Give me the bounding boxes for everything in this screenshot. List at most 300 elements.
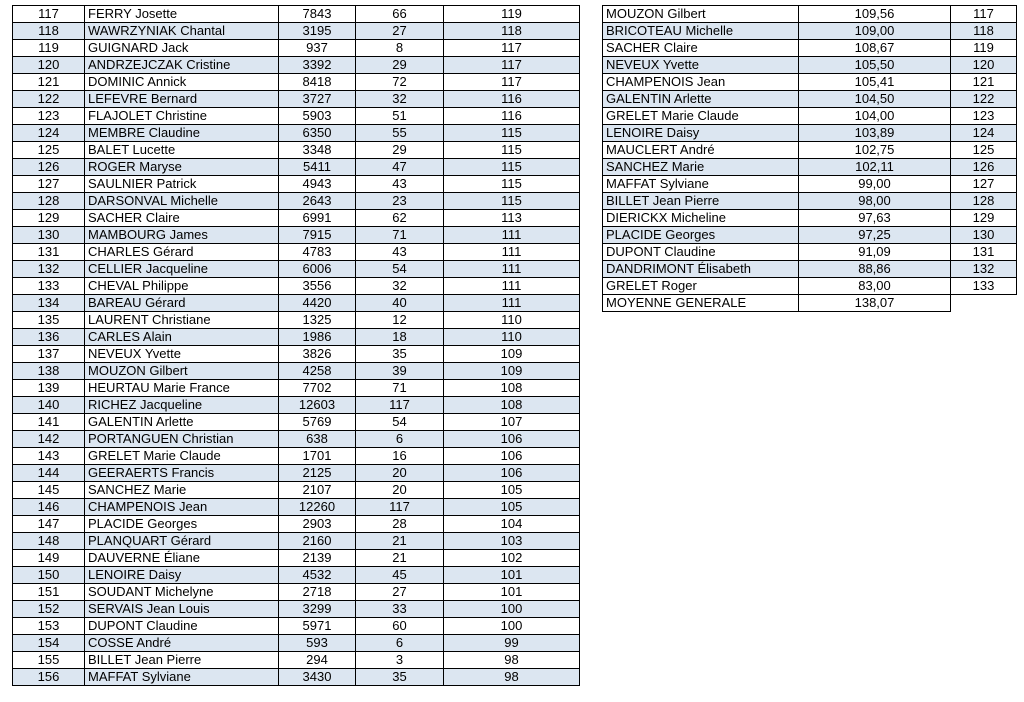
name-cell: CHARLES Gérard xyxy=(85,244,279,261)
name-cell: FLAJOLET Christine xyxy=(85,108,279,125)
empty-cell xyxy=(951,295,1017,312)
name-cell: MAUCLERT André xyxy=(603,142,799,159)
name-cell: DANDRIMONT Élisabeth xyxy=(603,261,799,278)
count-cell: 16 xyxy=(356,448,444,465)
rank-cell: 141 xyxy=(13,414,85,431)
average-cell: 88,86 xyxy=(799,261,951,278)
average-cell: 108 xyxy=(444,380,580,397)
average-cell: 104,00 xyxy=(799,108,951,125)
rank-cell: 127 xyxy=(951,176,1017,193)
points-cell: 12260 xyxy=(279,499,356,516)
table-row xyxy=(13,550,580,567)
count-cell: 35 xyxy=(356,669,444,686)
average-cell: 115 xyxy=(444,176,580,193)
name-cell: ROGER Maryse xyxy=(85,159,279,176)
rank-cell: 136 xyxy=(13,329,85,346)
table-row xyxy=(603,40,1017,57)
average-cell: 107 xyxy=(444,414,580,431)
table-row xyxy=(13,465,580,482)
name-cell: SERVAIS Jean Louis xyxy=(85,601,279,618)
average-cell: 102 xyxy=(444,550,580,567)
table-row xyxy=(13,567,580,584)
rank-cell: 153 xyxy=(13,618,85,635)
count-cell: 29 xyxy=(356,57,444,74)
average-cell: 116 xyxy=(444,108,580,125)
table-row xyxy=(603,74,1017,91)
name-cell: DAUVERNE Éliane xyxy=(85,550,279,567)
table-row xyxy=(13,91,580,108)
points-cell: 638 xyxy=(279,431,356,448)
average-cell: 101 xyxy=(444,584,580,601)
rank-cell: 149 xyxy=(13,550,85,567)
name-cell: BILLET Jean Pierre xyxy=(603,193,799,210)
table-row xyxy=(603,227,1017,244)
count-cell: 33 xyxy=(356,601,444,618)
table-row xyxy=(13,431,580,448)
rank-cell: 125 xyxy=(951,142,1017,159)
points-cell: 3195 xyxy=(279,23,356,40)
name-cell: GALENTIN Arlette xyxy=(603,91,799,108)
table-row xyxy=(13,40,580,57)
average-cell: 103 xyxy=(444,533,580,550)
name-cell: NEVEUX Yvette xyxy=(85,346,279,363)
count-cell: 43 xyxy=(356,244,444,261)
table-row xyxy=(13,669,580,686)
points-cell: 8418 xyxy=(279,74,356,91)
points-cell: 2643 xyxy=(279,193,356,210)
table-row xyxy=(13,414,580,431)
right-ranking-table xyxy=(602,5,1017,312)
count-cell: 12 xyxy=(356,312,444,329)
table-row xyxy=(13,397,580,414)
rank-cell: 118 xyxy=(13,23,85,40)
points-cell: 3556 xyxy=(279,278,356,295)
name-cell: CHAMPENOIS Jean xyxy=(603,74,799,91)
points-cell: 4258 xyxy=(279,363,356,380)
count-cell: 21 xyxy=(356,550,444,567)
points-cell: 6991 xyxy=(279,210,356,227)
table-row xyxy=(603,108,1017,125)
table-row xyxy=(13,312,580,329)
points-cell: 5411 xyxy=(279,159,356,176)
rank-cell: 150 xyxy=(13,567,85,584)
count-cell: 27 xyxy=(356,23,444,40)
points-cell: 294 xyxy=(279,652,356,669)
average-cell: 99 xyxy=(444,635,580,652)
average-cell: 105 xyxy=(444,499,580,516)
average-cell: 110 xyxy=(444,329,580,346)
name-cell: PORTANGUEN Christian xyxy=(85,431,279,448)
count-cell: 21 xyxy=(356,533,444,550)
table-row xyxy=(603,244,1017,261)
count-cell: 27 xyxy=(356,584,444,601)
left-ranking-body xyxy=(13,6,580,686)
average-cell: 101 xyxy=(444,567,580,584)
rank-cell: 121 xyxy=(13,74,85,91)
points-cell: 5903 xyxy=(279,108,356,125)
table-row xyxy=(13,6,580,23)
table-row xyxy=(603,210,1017,227)
summary-value: 138,07 xyxy=(799,295,951,312)
table-row xyxy=(13,108,580,125)
count-cell: 60 xyxy=(356,618,444,635)
name-cell: ANDRZEJCZAK Cristine xyxy=(85,57,279,74)
name-cell: CHEVAL Philippe xyxy=(85,278,279,295)
table-row xyxy=(603,6,1017,23)
table-row xyxy=(13,482,580,499)
average-cell: 105,50 xyxy=(799,57,951,74)
average-cell: 98,00 xyxy=(799,193,951,210)
average-cell: 104,50 xyxy=(799,91,951,108)
table-row xyxy=(13,516,580,533)
points-cell: 6006 xyxy=(279,261,356,278)
name-cell: RICHEZ Jacqueline xyxy=(85,397,279,414)
name-cell: MOUZON Gilbert xyxy=(85,363,279,380)
rank-cell: 154 xyxy=(13,635,85,652)
average-cell: 117 xyxy=(444,74,580,91)
count-cell: 71 xyxy=(356,227,444,244)
rank-cell: 138 xyxy=(13,363,85,380)
points-cell: 7702 xyxy=(279,380,356,397)
average-cell: 111 xyxy=(444,244,580,261)
points-cell: 593 xyxy=(279,635,356,652)
table-row xyxy=(603,278,1017,295)
table-row xyxy=(13,74,580,91)
table-row xyxy=(13,448,580,465)
table-row xyxy=(13,329,580,346)
average-cell: 98 xyxy=(444,652,580,669)
name-cell: CELLIER Jacqueline xyxy=(85,261,279,278)
average-cell: 116 xyxy=(444,91,580,108)
table-row xyxy=(13,584,580,601)
average-cell: 98 xyxy=(444,669,580,686)
count-cell: 6 xyxy=(356,431,444,448)
points-cell: 7915 xyxy=(279,227,356,244)
average-cell: 109,00 xyxy=(799,23,951,40)
name-cell: SAULNIER Patrick xyxy=(85,176,279,193)
table-row xyxy=(13,635,580,652)
points-cell: 2718 xyxy=(279,584,356,601)
name-cell: BALET Lucette xyxy=(85,142,279,159)
table-row xyxy=(603,23,1017,40)
name-cell: MOUZON Gilbert xyxy=(603,6,799,23)
points-cell: 2160 xyxy=(279,533,356,550)
table-row xyxy=(13,499,580,516)
rank-cell: 128 xyxy=(951,193,1017,210)
count-cell: 32 xyxy=(356,278,444,295)
table-row xyxy=(13,159,580,176)
name-cell: LAURENT Christiane xyxy=(85,312,279,329)
left-ranking-table xyxy=(12,5,580,686)
points-cell: 4783 xyxy=(279,244,356,261)
table-row xyxy=(603,193,1017,210)
average-cell: 119 xyxy=(444,6,580,23)
rank-cell: 119 xyxy=(13,40,85,57)
points-cell: 4532 xyxy=(279,567,356,584)
table-row xyxy=(13,142,580,159)
table-row xyxy=(603,125,1017,142)
count-cell: 40 xyxy=(356,295,444,312)
rank-cell: 126 xyxy=(13,159,85,176)
name-cell: SOUDANT Michelyne xyxy=(85,584,279,601)
rank-cell: 148 xyxy=(13,533,85,550)
rank-cell: 145 xyxy=(13,482,85,499)
table-row xyxy=(13,23,580,40)
points-cell: 7843 xyxy=(279,6,356,23)
table-row xyxy=(13,193,580,210)
rank-cell: 126 xyxy=(951,159,1017,176)
points-cell: 3348 xyxy=(279,142,356,159)
average-cell: 115 xyxy=(444,142,580,159)
rank-cell: 129 xyxy=(13,210,85,227)
points-cell: 1325 xyxy=(279,312,356,329)
rank-cell: 142 xyxy=(13,431,85,448)
rank-cell: 135 xyxy=(13,312,85,329)
average-cell: 117 xyxy=(444,40,580,57)
table-row xyxy=(603,91,1017,108)
table-row xyxy=(13,380,580,397)
table-row xyxy=(603,142,1017,159)
name-cell: DIERICKX Micheline xyxy=(603,210,799,227)
average-cell: 115 xyxy=(444,159,580,176)
average-cell: 104 xyxy=(444,516,580,533)
name-cell: SACHER Claire xyxy=(85,210,279,227)
name-cell: GRELET Marie Claude xyxy=(85,448,279,465)
count-cell: 20 xyxy=(356,465,444,482)
name-cell: MAFFAT Sylviane xyxy=(603,176,799,193)
count-cell: 8 xyxy=(356,40,444,57)
points-cell: 4943 xyxy=(279,176,356,193)
name-cell: MEMBRE Claudine xyxy=(85,125,279,142)
average-cell: 106 xyxy=(444,465,580,482)
points-cell: 1701 xyxy=(279,448,356,465)
rank-cell: 155 xyxy=(13,652,85,669)
name-cell: BAREAU Gérard xyxy=(85,295,279,312)
rank-cell: 125 xyxy=(13,142,85,159)
average-cell: 108,67 xyxy=(799,40,951,57)
count-cell: 45 xyxy=(356,567,444,584)
rank-cell: 117 xyxy=(13,6,85,23)
name-cell: PLACIDE Georges xyxy=(85,516,279,533)
count-cell: 71 xyxy=(356,380,444,397)
rank-cell: 132 xyxy=(951,261,1017,278)
average-cell: 115 xyxy=(444,125,580,142)
average-cell: 102,11 xyxy=(799,159,951,176)
rank-cell: 156 xyxy=(13,669,85,686)
average-cell: 105 xyxy=(444,482,580,499)
name-cell: LENOIRE Daisy xyxy=(85,567,279,584)
name-cell: WAWRZYNIAK Chantal xyxy=(85,23,279,40)
average-cell: 109 xyxy=(444,346,580,363)
name-cell: CHAMPENOIS Jean xyxy=(85,499,279,516)
table-row xyxy=(13,652,580,669)
rank-cell: 133 xyxy=(951,278,1017,295)
rank-cell: 131 xyxy=(951,244,1017,261)
rank-cell: 124 xyxy=(13,125,85,142)
name-cell: BILLET Jean Pierre xyxy=(85,652,279,669)
points-cell: 3826 xyxy=(279,346,356,363)
points-cell: 6350 xyxy=(279,125,356,142)
count-cell: 3 xyxy=(356,652,444,669)
table-row xyxy=(603,57,1017,74)
table-row xyxy=(13,601,580,618)
average-cell: 117 xyxy=(444,57,580,74)
rank-cell: 140 xyxy=(13,397,85,414)
count-cell: 55 xyxy=(356,125,444,142)
rank-cell: 120 xyxy=(13,57,85,74)
rank-cell: 146 xyxy=(13,499,85,516)
table-row xyxy=(13,261,580,278)
points-cell: 4420 xyxy=(279,295,356,312)
average-cell: 106 xyxy=(444,431,580,448)
rank-cell: 134 xyxy=(13,295,85,312)
count-cell: 35 xyxy=(356,346,444,363)
count-cell: 28 xyxy=(356,516,444,533)
average-cell: 103,89 xyxy=(799,125,951,142)
name-cell: MAFFAT Sylviane xyxy=(85,669,279,686)
table-row xyxy=(13,125,580,142)
table-row xyxy=(603,261,1017,278)
average-cell: 97,25 xyxy=(799,227,951,244)
points-cell: 5971 xyxy=(279,618,356,635)
name-cell: COSSE André xyxy=(85,635,279,652)
table-row xyxy=(603,159,1017,176)
average-cell: 118 xyxy=(444,23,580,40)
table-row xyxy=(13,295,580,312)
name-cell: PLACIDE Georges xyxy=(603,227,799,244)
average-cell: 99,00 xyxy=(799,176,951,193)
rank-cell: 143 xyxy=(13,448,85,465)
points-cell: 1986 xyxy=(279,329,356,346)
name-cell: FERRY Josette xyxy=(85,6,279,23)
rank-cell: 130 xyxy=(951,227,1017,244)
table-row xyxy=(603,176,1017,193)
name-cell: SACHER Claire xyxy=(603,40,799,57)
count-cell: 62 xyxy=(356,210,444,227)
count-cell: 18 xyxy=(356,329,444,346)
summary-row xyxy=(603,295,1017,312)
average-cell: 111 xyxy=(444,295,580,312)
name-cell: DARSONVAL Michelle xyxy=(85,193,279,210)
rank-cell: 139 xyxy=(13,380,85,397)
name-cell: CARLES Alain xyxy=(85,329,279,346)
average-cell: 109 xyxy=(444,363,580,380)
average-cell: 97,63 xyxy=(799,210,951,227)
rank-cell: 127 xyxy=(13,176,85,193)
table-row xyxy=(13,533,580,550)
rank-cell: 137 xyxy=(13,346,85,363)
name-cell: MAMBOURG James xyxy=(85,227,279,244)
count-cell: 51 xyxy=(356,108,444,125)
rank-cell: 121 xyxy=(951,74,1017,91)
table-row xyxy=(13,57,580,74)
rank-cell: 133 xyxy=(13,278,85,295)
name-cell: LENOIRE Daisy xyxy=(603,125,799,142)
rank-cell: 123 xyxy=(951,108,1017,125)
average-cell: 111 xyxy=(444,261,580,278)
table-row xyxy=(13,176,580,193)
rank-cell: 152 xyxy=(13,601,85,618)
name-cell: DUPONT Claudine xyxy=(603,244,799,261)
average-cell: 113 xyxy=(444,210,580,227)
average-cell: 110 xyxy=(444,312,580,329)
points-cell: 2903 xyxy=(279,516,356,533)
count-cell: 117 xyxy=(356,397,444,414)
name-cell: HEURTAU Marie France xyxy=(85,380,279,397)
name-cell: GEERAERTS Francis xyxy=(85,465,279,482)
rank-cell: 123 xyxy=(13,108,85,125)
average-cell: 115 xyxy=(444,193,580,210)
count-cell: 47 xyxy=(356,159,444,176)
average-cell: 108 xyxy=(444,397,580,414)
rank-cell: 120 xyxy=(951,57,1017,74)
rank-cell: 118 xyxy=(951,23,1017,40)
points-cell: 3430 xyxy=(279,669,356,686)
rank-cell: 128 xyxy=(13,193,85,210)
table-row xyxy=(13,618,580,635)
average-cell: 83,00 xyxy=(799,278,951,295)
average-cell: 111 xyxy=(444,227,580,244)
table-row xyxy=(13,346,580,363)
average-cell: 111 xyxy=(444,278,580,295)
count-cell: 72 xyxy=(356,74,444,91)
average-cell: 100 xyxy=(444,601,580,618)
points-cell: 2139 xyxy=(279,550,356,567)
rank-cell: 119 xyxy=(951,40,1017,57)
points-cell: 2107 xyxy=(279,482,356,499)
rank-cell: 130 xyxy=(13,227,85,244)
rank-cell: 129 xyxy=(951,210,1017,227)
points-cell: 2125 xyxy=(279,465,356,482)
table-row xyxy=(13,227,580,244)
table-row xyxy=(13,363,580,380)
name-cell: BRICOTEAU Michelle xyxy=(603,23,799,40)
count-cell: 54 xyxy=(356,414,444,431)
rank-cell: 144 xyxy=(13,465,85,482)
rank-cell: 147 xyxy=(13,516,85,533)
name-cell: LEFEVRE Bernard xyxy=(85,91,279,108)
points-cell: 937 xyxy=(279,40,356,57)
count-cell: 54 xyxy=(356,261,444,278)
name-cell: GRELET Marie Claude xyxy=(603,108,799,125)
count-cell: 23 xyxy=(356,193,444,210)
count-cell: 117 xyxy=(356,499,444,516)
points-cell: 3299 xyxy=(279,601,356,618)
points-cell: 3727 xyxy=(279,91,356,108)
name-cell: NEVEUX Yvette xyxy=(603,57,799,74)
rank-cell: 131 xyxy=(13,244,85,261)
rank-cell: 132 xyxy=(13,261,85,278)
average-cell: 105,41 xyxy=(799,74,951,91)
count-cell: 29 xyxy=(356,142,444,159)
average-cell: 102,75 xyxy=(799,142,951,159)
name-cell: DOMINIC Annick xyxy=(85,74,279,91)
average-cell: 91,09 xyxy=(799,244,951,261)
name-cell: GRELET Roger xyxy=(603,278,799,295)
name-cell: DUPONT Claudine xyxy=(85,618,279,635)
rank-cell: 124 xyxy=(951,125,1017,142)
rank-cell: 117 xyxy=(951,6,1017,23)
count-cell: 66 xyxy=(356,6,444,23)
summary-label: MOYENNE GENERALE xyxy=(603,295,799,312)
count-cell: 43 xyxy=(356,176,444,193)
average-cell: 109,56 xyxy=(799,6,951,23)
rank-cell: 122 xyxy=(951,91,1017,108)
name-cell: GALENTIN Arlette xyxy=(85,414,279,431)
count-cell: 32 xyxy=(356,91,444,108)
right-ranking-body xyxy=(603,6,1017,312)
rank-cell: 151 xyxy=(13,584,85,601)
